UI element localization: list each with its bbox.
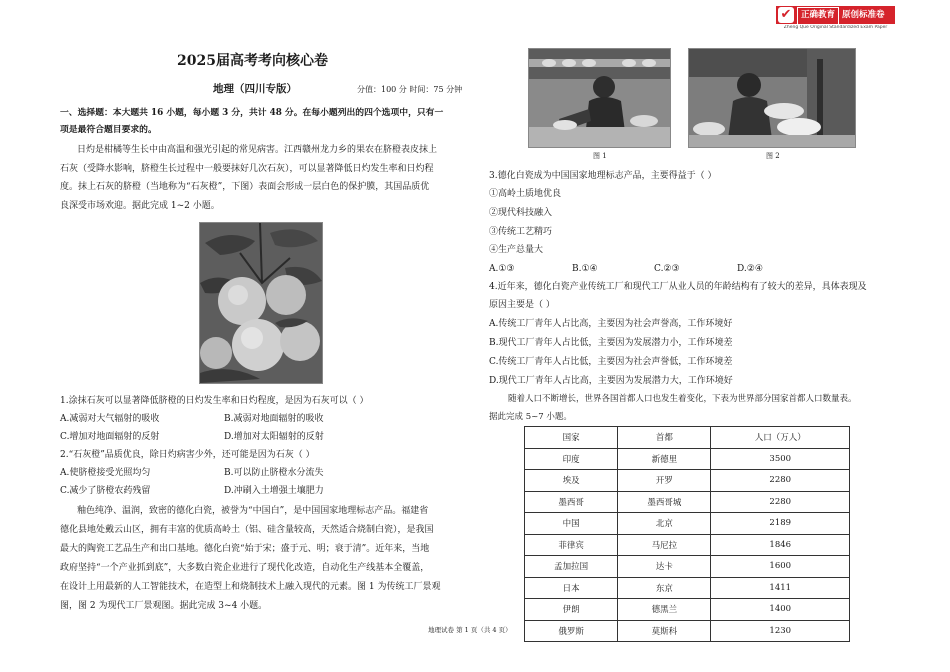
table-row <box>525 513 850 535</box>
figure1-caption: 图 1 <box>593 152 607 160</box>
badge-brand: 正确教育 <box>797 7 839 25</box>
traditional-factory-illustration <box>529 49 670 147</box>
q2-option-b: B.可以防止脐橙水分流失 <box>224 468 324 478</box>
table-row <box>525 577 850 599</box>
passage1-line: 日灼是柑橘等生长中由高温和强光引起的常见病害。江西赣州龙力乡的果农在脐橙表皮抹上 <box>77 145 438 155</box>
capital-cell: 墨西哥城 <box>618 491 711 513</box>
figure2-caption: 图 2 <box>766 152 780 160</box>
q4-option-a: A.传统工厂青年人占比高，主要因为社会声誉高，工作环境好 <box>489 319 733 329</box>
table-header-cell: 国家 <box>525 427 618 449</box>
passage3-line1: 随着人口不断增长，世界各国首都人口也发生着变化，下表为世界部分国家首都人口数量表。 <box>508 394 857 404</box>
country-cell: 俄罗斯 <box>525 620 618 642</box>
modern-factory-illustration <box>689 49 855 147</box>
traditional-factory-photo <box>528 48 671 148</box>
exam-title: 2025届高考考向核心卷 <box>177 53 328 69</box>
passage1-line: 良深受市场欢迎。据此完成 1~2 小题。 <box>60 201 220 211</box>
population-cell: 1411 <box>711 577 850 599</box>
capital-cell: 德黑兰 <box>618 599 711 621</box>
table-header-row <box>525 427 850 449</box>
q2-option-c: C.减少了脐橙农药残留 <box>60 486 151 496</box>
population-cell: 2280 <box>711 491 850 513</box>
passage2-line: 德化县地处戴云山区，拥有丰富的优质高岭土（铝、硅含量较高，天然适合烧制白瓷），是我国 <box>60 525 434 535</box>
subject-title: 地理（四川专版） <box>213 83 297 95</box>
population-cell: 1600 <box>711 556 850 578</box>
badge-subtitle: Zheng Que Original Standardized Exam Paper <box>783 25 888 30</box>
country-cell: 伊朗 <box>525 599 618 621</box>
capital-cell: 莫斯科 <box>618 620 711 642</box>
check-icon: ✔ <box>778 7 794 23</box>
q1-option-c: C.增加对地面辐射的反射 <box>60 432 160 442</box>
table-row <box>525 470 850 492</box>
population-cell: 1400 <box>711 599 850 621</box>
modern-factory-photo <box>688 48 856 148</box>
passage2-line: 在设计上用最新的人工智能技术，在造型上和烧制技术上融入现代的元素。图 1 为传统工厂景观 <box>60 582 441 592</box>
passage2-line: 图，图 2 为现代工厂景观图。据此完成 3~4 小题。 <box>60 601 268 611</box>
q4-stem: 4.近年来，德化白瓷产业传统工厂和现代工厂从业人员的年龄结构有了较大的差异，具体表现及 <box>489 282 867 292</box>
country-cell: 日本 <box>525 577 618 599</box>
q1-option-d: D.增加对太阳辐射的反射 <box>224 432 324 442</box>
q4-option-d: D.现代工厂青年人占比高，主要因为发展潜力大，工作环境好 <box>489 376 733 386</box>
population-cell: 1846 <box>711 534 850 556</box>
capital-cell: 北京 <box>618 513 711 535</box>
q1-option-a: A.减弱对大气辐射的吸收 <box>60 414 160 424</box>
badge-slogan: 原创标准卷 <box>842 10 885 20</box>
q3-option-d: D.②④ <box>737 264 763 274</box>
capital-population-table <box>524 426 850 642</box>
q1-stem: 1.涂抹石灰可以显著降低脐橙的日灼发生率和日灼程度，是因为石灰可以（ ） <box>60 396 369 406</box>
country-cell: 菲律宾 <box>525 534 618 556</box>
lime-orange-photo <box>199 222 323 384</box>
badge-bar <box>776 6 895 24</box>
capital-cell: 达卡 <box>618 556 711 578</box>
q4-option-b: B.现代工厂青年人占比低，主要因为发展潜力小，工作环境差 <box>489 338 733 348</box>
q1-option-b: B.减弱对地面辐射的吸收 <box>224 414 324 424</box>
population-cell: 2280 <box>711 470 850 492</box>
page-footer: 地理试卷 第 1 页（共 4 页） <box>428 626 512 634</box>
q2-option-d: D.冲刷入土增强土壤肥力 <box>224 486 324 496</box>
orange-illustration <box>200 223 322 383</box>
country-cell: 墨西哥 <box>525 491 618 513</box>
table-row <box>525 491 850 513</box>
passage2-line: 政府坚持“一个产业抓到底”，大多数白瓷企业进行了现代化改造，自动化生产线基本全覆盖， <box>60 563 430 573</box>
q2-stem: 2.“石灰橙”品质优良，除日灼病害少外，还可能是因为石灰（ ） <box>60 450 315 460</box>
country-cell: 印度 <box>525 448 618 470</box>
q3-item: ②现代科技融入 <box>489 208 553 218</box>
q3-item: ③传统工艺精巧 <box>489 227 553 237</box>
country-cell: 中国 <box>525 513 618 535</box>
population-cell: 1230 <box>711 620 850 642</box>
q3-stem: 3.德化白瓷成为中国国家地理标志产品，主要得益于（ ） <box>489 171 717 181</box>
table-header-cell: 人口（万人） <box>711 427 850 449</box>
q3-item: ①高岭土质地优良 <box>489 189 562 199</box>
q4-stem-cont: 原因主要是（ ） <box>489 300 555 310</box>
capital-cell: 东京 <box>618 577 711 599</box>
capital-cell: 新德里 <box>618 448 711 470</box>
table-row <box>525 620 850 642</box>
table-row <box>525 556 850 578</box>
score-time: 分值：100 分 时间：75 分钟 <box>357 85 463 94</box>
passage1-line: 石灰（受降水影响，脐橙生长过程中一般要抹好几次石灰），可以显著降低日灼发生率和日灼程 <box>60 164 434 174</box>
q3-option-b: B.①④ <box>572 264 598 274</box>
country-cell: 孟加拉国 <box>525 556 618 578</box>
capital-cell: 马尼拉 <box>618 534 711 556</box>
country-cell: 埃及 <box>525 470 618 492</box>
q2-option-a: A.使脐橙接受光照均匀 <box>60 468 151 478</box>
brand-badge <box>776 6 895 32</box>
table-row <box>525 534 850 556</box>
q4-option-c: C.传统工厂青年人占比低，主要因为社会声誉低，工作环境差 <box>489 357 733 367</box>
passage2-line: 最大的陶瓷工艺品生产和出口基地。德化白瓷“始于宋；盛于元、明；衰于清”。近年来，当地 <box>60 544 430 554</box>
section-heading-line1: 一、选择题：本大题共 16 小题，每小题 3 分，共计 48 分。在每小题列出的四个选项中，只有一 <box>60 108 444 118</box>
table-row <box>525 599 850 621</box>
passage2-line: 釉色纯净、温润，致密的德化白瓷，被誉为“中国白”，是中国国家地理标志产品。福建省 <box>77 506 429 516</box>
population-cell: 3500 <box>711 448 850 470</box>
passage1-line: 度。抹上石灰的脐橙（当地称为“石灰橙”，下图）表面会形成一层白色的保护膜，其国品质优 <box>60 182 430 192</box>
population-cell: 2189 <box>711 513 850 535</box>
section-heading-line2: 项是最符合题目要求的。 <box>60 125 157 135</box>
table-header-cell: 首都 <box>618 427 711 449</box>
table-row <box>525 448 850 470</box>
passage3-line2: 据此完成 5~7 小题。 <box>489 412 572 422</box>
capital-cell: 开罗 <box>618 470 711 492</box>
q3-option-a: A.①③ <box>489 264 515 274</box>
q3-item: ④生产总量大 <box>489 245 544 255</box>
q3-option-c: C.②③ <box>654 264 680 274</box>
